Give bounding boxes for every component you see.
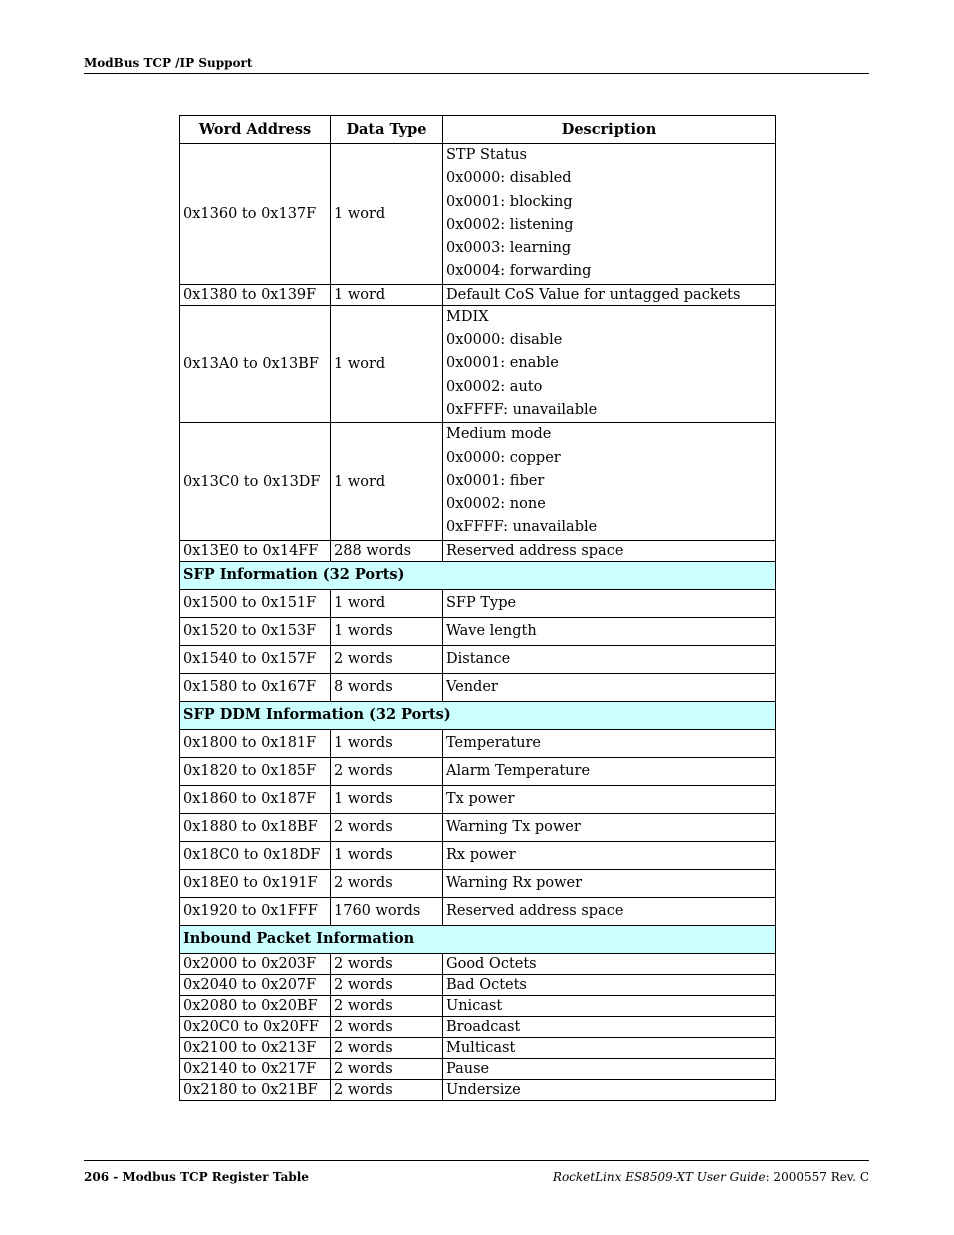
word-address-cell: 0x1920 to 0x1FFF	[180, 897, 331, 925]
table-row	[180, 974, 776, 995]
table-row	[180, 869, 776, 897]
description-cell: Warning Rx power	[443, 869, 776, 897]
data-type-cell: 288 words	[331, 540, 443, 561]
data-type-cell: 2 words	[331, 995, 443, 1016]
column-header: Description	[443, 116, 776, 144]
description-line: 0x0002: auto	[446, 378, 543, 395]
table-body	[180, 144, 776, 1101]
description-line: 0x0001: enable	[446, 355, 559, 372]
data-type-cell: 2 words	[331, 1016, 443, 1037]
table-row	[180, 305, 776, 422]
description-cell: Tx power	[443, 785, 776, 813]
data-type-cell: 1 words	[331, 729, 443, 757]
word-address-cell: 0x2140 to 0x217F	[180, 1058, 331, 1079]
description-cell: Rx power	[443, 841, 776, 869]
description-line: 0x0001: blocking	[446, 193, 573, 210]
description-line: MDIX	[446, 308, 489, 325]
word-address-cell: 0x1500 to 0x151F	[180, 589, 331, 617]
description-cell: Vender	[443, 673, 776, 701]
description-cell	[443, 423, 776, 540]
description-line: Default CoS Value for untagged packets	[446, 286, 741, 303]
description-line: 0x0000: disable	[446, 332, 563, 349]
table-row	[180, 897, 776, 925]
word-address-cell: 0x1520 to 0x153F	[180, 617, 331, 645]
section-header-row	[180, 925, 776, 953]
description-line: 0xFFFF: unavailable	[446, 519, 598, 536]
column-header: Data Type	[331, 116, 443, 144]
section-header-row	[180, 561, 776, 589]
description-line: 0x0002: listening	[446, 216, 574, 233]
data-type-cell: 8 words	[331, 673, 443, 701]
data-type-cell: 2 words	[331, 1058, 443, 1079]
word-address-cell: 0x1860 to 0x187F	[180, 785, 331, 813]
word-address-cell: 0x18C0 to 0x18DF	[180, 841, 331, 869]
description-cell	[443, 144, 776, 285]
description-cell: Alarm Temperature	[443, 757, 776, 785]
data-type-cell: 1 words	[331, 841, 443, 869]
running-header: ModBus TCP /IP Support	[84, 56, 253, 70]
word-address-cell: 0x2000 to 0x203F	[180, 953, 331, 974]
table-row	[180, 1058, 776, 1079]
word-address-cell: 0x1580 to 0x167F	[180, 673, 331, 701]
description-cell: Undersize	[443, 1079, 776, 1100]
description-line: 0x0001: fiber	[446, 472, 545, 489]
description-line: STP Status	[446, 147, 527, 163]
description-cell: Broadcast	[443, 1016, 776, 1037]
description-cell: Warning Tx power	[443, 813, 776, 841]
table-row	[180, 1016, 776, 1037]
description-cell: Temperature	[443, 729, 776, 757]
description-cell: Wave length	[443, 617, 776, 645]
table-row	[180, 1037, 776, 1058]
table-row	[180, 1079, 776, 1100]
table-row	[180, 540, 776, 561]
table-row	[180, 423, 776, 540]
word-address-cell: 0x13E0 to 0x14FF	[180, 540, 331, 561]
data-type-cell: 1 word	[331, 284, 443, 305]
word-address-cell: 0x1880 to 0x18BF	[180, 813, 331, 841]
page-footer-left: 206 - Modbus TCP Register Table	[84, 1170, 309, 1184]
word-address-cell: 0x1380 to 0x139F	[180, 284, 331, 305]
register-table	[179, 115, 776, 1101]
footer-rule	[84, 1160, 869, 1161]
description-cell	[443, 540, 776, 561]
description-cell: Reserved address space	[443, 897, 776, 925]
description-cell: Good Octets	[443, 953, 776, 974]
data-type-cell: 2 words	[331, 869, 443, 897]
description-line: Medium mode	[446, 426, 552, 443]
word-address-cell: 0x2100 to 0x213F	[180, 1037, 331, 1058]
description-cell: Unicast	[443, 995, 776, 1016]
description-line: 0x0004: forwarding	[446, 263, 592, 280]
word-address-cell: 0x2080 to 0x20BF	[180, 995, 331, 1016]
word-address-cell: 0x13A0 to 0x13BF	[180, 305, 331, 422]
word-address-cell: 0x1360 to 0x137F	[180, 144, 331, 285]
word-address-cell: 0x2180 to 0x21BF	[180, 1079, 331, 1100]
data-type-cell: 1 word	[331, 144, 443, 285]
table-row	[180, 284, 776, 305]
column-header: Word Address	[180, 116, 331, 144]
word-address-cell: 0x1540 to 0x157F	[180, 645, 331, 673]
table-row	[180, 144, 776, 285]
data-type-cell: 1 words	[331, 785, 443, 813]
table-row	[180, 589, 776, 617]
word-address-cell: 0x1820 to 0x185F	[180, 757, 331, 785]
description-cell: Distance	[443, 645, 776, 673]
table-row	[180, 785, 776, 813]
data-type-cell: 2 words	[331, 757, 443, 785]
word-address-cell: 0x20C0 to 0x20FF	[180, 1016, 331, 1037]
section-title: SFP Information (32 Ports)	[180, 561, 776, 589]
description-cell	[443, 305, 776, 422]
description-line: 0x0000: copper	[446, 449, 561, 466]
section-header-row	[180, 701, 776, 729]
description-line: 0x0003: learning	[446, 240, 572, 257]
word-address-cell: 0x18E0 to 0x191F	[180, 869, 331, 897]
word-address-cell: 0x13C0 to 0x13DF	[180, 423, 331, 540]
description-line: 0xFFFF: unavailable	[446, 401, 598, 418]
table-row	[180, 673, 776, 701]
data-type-cell: 2 words	[331, 953, 443, 974]
section-title: SFP DDM Information (32 Ports)	[180, 701, 776, 729]
description-cell: Bad Octets	[443, 974, 776, 995]
word-address-cell: 0x1800 to 0x181F	[180, 729, 331, 757]
table-row	[180, 757, 776, 785]
guide-revision: : 2000557 Rev. C	[765, 1170, 869, 1184]
data-type-cell: 1760 words	[331, 897, 443, 925]
data-type-cell: 2 words	[331, 1079, 443, 1100]
table-row	[180, 995, 776, 1016]
data-type-cell: 1 word	[331, 305, 443, 422]
page-footer-right	[553, 1170, 869, 1184]
word-address-cell: 0x2040 to 0x207F	[180, 974, 331, 995]
table-row	[180, 813, 776, 841]
data-type-cell: 2 words	[331, 1037, 443, 1058]
data-type-cell: 2 words	[331, 645, 443, 673]
table-row	[180, 729, 776, 757]
description-cell: Pause	[443, 1058, 776, 1079]
table-row	[180, 841, 776, 869]
data-type-cell: 1 word	[331, 423, 443, 540]
data-type-cell: 2 words	[331, 974, 443, 995]
description-line: Reserved address space	[446, 542, 624, 559]
description-cell	[443, 284, 776, 305]
description-cell: SFP Type	[443, 589, 776, 617]
table-row	[180, 953, 776, 974]
section-title: Inbound Packet Information	[180, 925, 776, 953]
description-line: 0x0000: disabled	[446, 170, 572, 187]
header-rule	[84, 73, 869, 74]
table-row	[180, 617, 776, 645]
guide-title: RocketLinx ES8509-XT User Guide	[552, 1170, 766, 1184]
data-type-cell: 2 words	[331, 813, 443, 841]
data-type-cell: 1 word	[331, 589, 443, 617]
table-row	[180, 645, 776, 673]
table-header-row	[180, 116, 776, 144]
description-line: 0x0002: none	[446, 496, 546, 513]
data-type-cell: 1 words	[331, 617, 443, 645]
description-cell: Multicast	[443, 1037, 776, 1058]
